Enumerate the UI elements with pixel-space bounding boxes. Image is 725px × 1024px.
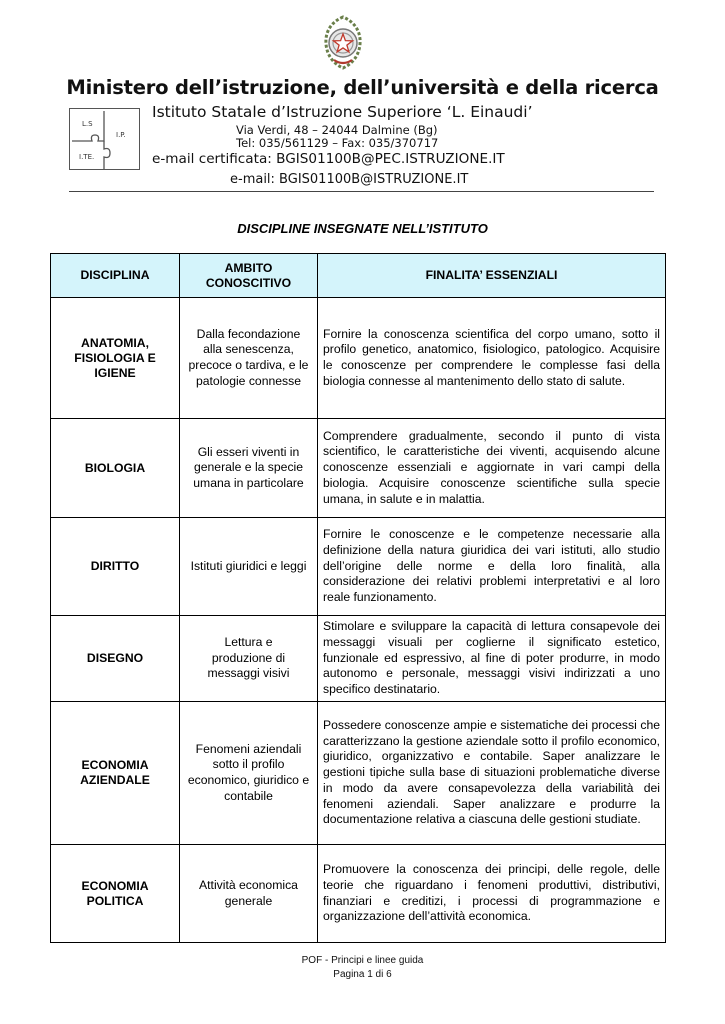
finalita-cell	[318, 845, 666, 943]
finalita-cell	[318, 616, 666, 702]
finalita-text: Promuovere la conoscenza dei principi, delle regole, delle teorie che riguardano i fenomeni produttivi, distributivi, finanziari e creditizi, i processi di programmazione e organizzazione dell’attività economica.	[323, 862, 660, 924]
finalita-cell	[318, 702, 666, 845]
ambito-text: Lettura e produzione di messaggi visivi	[207, 635, 290, 681]
table-header-row	[51, 254, 666, 298]
disciplina-text: ECONOMIA AZIENDALE	[80, 758, 150, 787]
school-name: Istituto Statale d’Istruzione Superiore ‘L. Einaudi’	[152, 103, 533, 121]
school-address-block	[236, 124, 438, 150]
ambito-cell	[180, 518, 318, 616]
finalita-text: Stimolare e sviluppare la capacità di lettura consapevole dei messaggi visuali per coglierne il significato estetico, funzionale ed espressivo, al fine di poter produrre, in modo autonomo e personale, messaggi visivi indirizzati a uno specifico destinatario.	[323, 619, 660, 697]
ambito-cell	[180, 616, 318, 702]
table-row	[51, 518, 666, 616]
certified-email: e-mail certificata: BGIS01100B@PEC.ISTRUZIONE.IT	[152, 151, 505, 167]
logo-ite-text: I.TE.	[79, 153, 95, 161]
disciplina-cell	[51, 616, 180, 702]
disciplina-cell	[51, 518, 180, 616]
header-disciplina: DISCIPLINA	[51, 254, 180, 298]
ambito-cell	[180, 298, 318, 419]
email: e-mail: BGIS01100B@ISTRUZIONE.IT	[230, 172, 469, 187]
header-divider	[69, 191, 654, 192]
ambito-text: Gli esseri viventi in generale e la specie umana in particolare	[193, 444, 304, 490]
logo-ls-text: L.S	[82, 120, 93, 128]
header-ambito-label: AMBITO CONOSCITIVO	[205, 260, 292, 290]
finalita-text: Fornire la conoscenza scientifica del corpo umano, sotto il profilo genetico, anatomico, fisiologico, patologico. Acquisire le conoscenze per comprendere le complesse fasi della biologia connesse al mantenimento dello stato di salute.	[323, 326, 660, 388]
school-address: Via Verdi, 48 – 24044 Dalmine (Bg)	[236, 123, 438, 137]
disciplina-text: BIOLOGIA	[84, 460, 146, 475]
page-title: DISCIPLINE INSEGNATE NELL’ISTITUTO	[237, 221, 488, 236]
disciplina-cell	[51, 298, 180, 419]
school-phone: Tel: 035/561129 – Fax: 035/370717	[236, 136, 439, 150]
disciplina-text: DIRITTO	[90, 559, 140, 573]
finalita-text: Possedere conoscenze ampie e sistematiche dei processi che caratterizzano la gestione aziendale sotto il profilo economico, giuridico, organizzativo e contabile. Saper analizzare le gestioni tipiche sulla base di situazioni problematiche diverse in modo da avere consapevolezza della variabilità dei fenomeni aziendali. Saper analizzare e produrre la documentazione relativa a ciascuna delle gestioni studiate.	[323, 718, 660, 827]
ambito-text: Attività economica generale	[199, 877, 298, 908]
disciplina-text: ECONOMIA POLITICA	[81, 878, 149, 908]
ambito-cell	[180, 845, 318, 943]
ambito-text: Dalla fecondazione alla senescenza, precoce o tardiva, e le patologie connesse	[188, 326, 309, 388]
disciplina-text: DISEGNO	[86, 651, 144, 665]
logo-ip-text: I.P.	[116, 131, 126, 139]
disciplina-text: ANATOMIA, FISIOLOGIA E IGIENE	[74, 335, 156, 380]
ministry-title: Ministero dell’istruzione, dell’università e della ricerca	[66, 76, 659, 99]
disciplines-table	[50, 253, 666, 943]
disciplina-cell	[51, 845, 180, 943]
finalita-cell	[318, 419, 666, 518]
table-row	[51, 616, 666, 702]
table-row	[51, 419, 666, 518]
ambito-cell	[180, 419, 318, 518]
finalita-text: Fornire le conoscenze e le competenze necessarie alla definizione della natura giuridica dei vari istituti, allo studio dell’origine delle norme e della loro finalità, alla considerazione dei relativi problemi interpretativi e al loro reale funzionamento.	[323, 527, 660, 605]
ambito-cell	[180, 702, 318, 845]
finalita-cell	[318, 518, 666, 616]
italian-republic-emblem-icon	[319, 14, 367, 70]
header-finalita: FINALITA’ ESSENZIALI	[318, 254, 666, 298]
table-row	[51, 702, 666, 845]
finalita-cell	[318, 298, 666, 419]
disciplina-cell	[51, 419, 180, 518]
school-logo	[69, 108, 140, 170]
footer-page-number: Pagina 1 di 6	[333, 969, 392, 980]
table-row	[51, 845, 666, 943]
ambito-text: Istituti giuridici e leggi	[190, 558, 307, 573]
disciplina-cell	[51, 702, 180, 845]
table-row	[51, 298, 666, 419]
footer-doc-name: POF - Principi e linee guida	[301, 955, 424, 966]
finalita-text: Comprendere gradualmente, secondo il punto di vista scientifico, le caratteristiche dei viventi, acquisendo alcune conoscenze essenziali e aggiornate in vari campi della biologia. Acquisire conoscenze scientifiche sulla specie umana, in salute e in malattia.	[323, 428, 660, 506]
header-ambito	[180, 254, 318, 298]
ambito-text: Fenomeni aziendali sotto il profilo economico, giuridico e contabile	[187, 741, 310, 803]
